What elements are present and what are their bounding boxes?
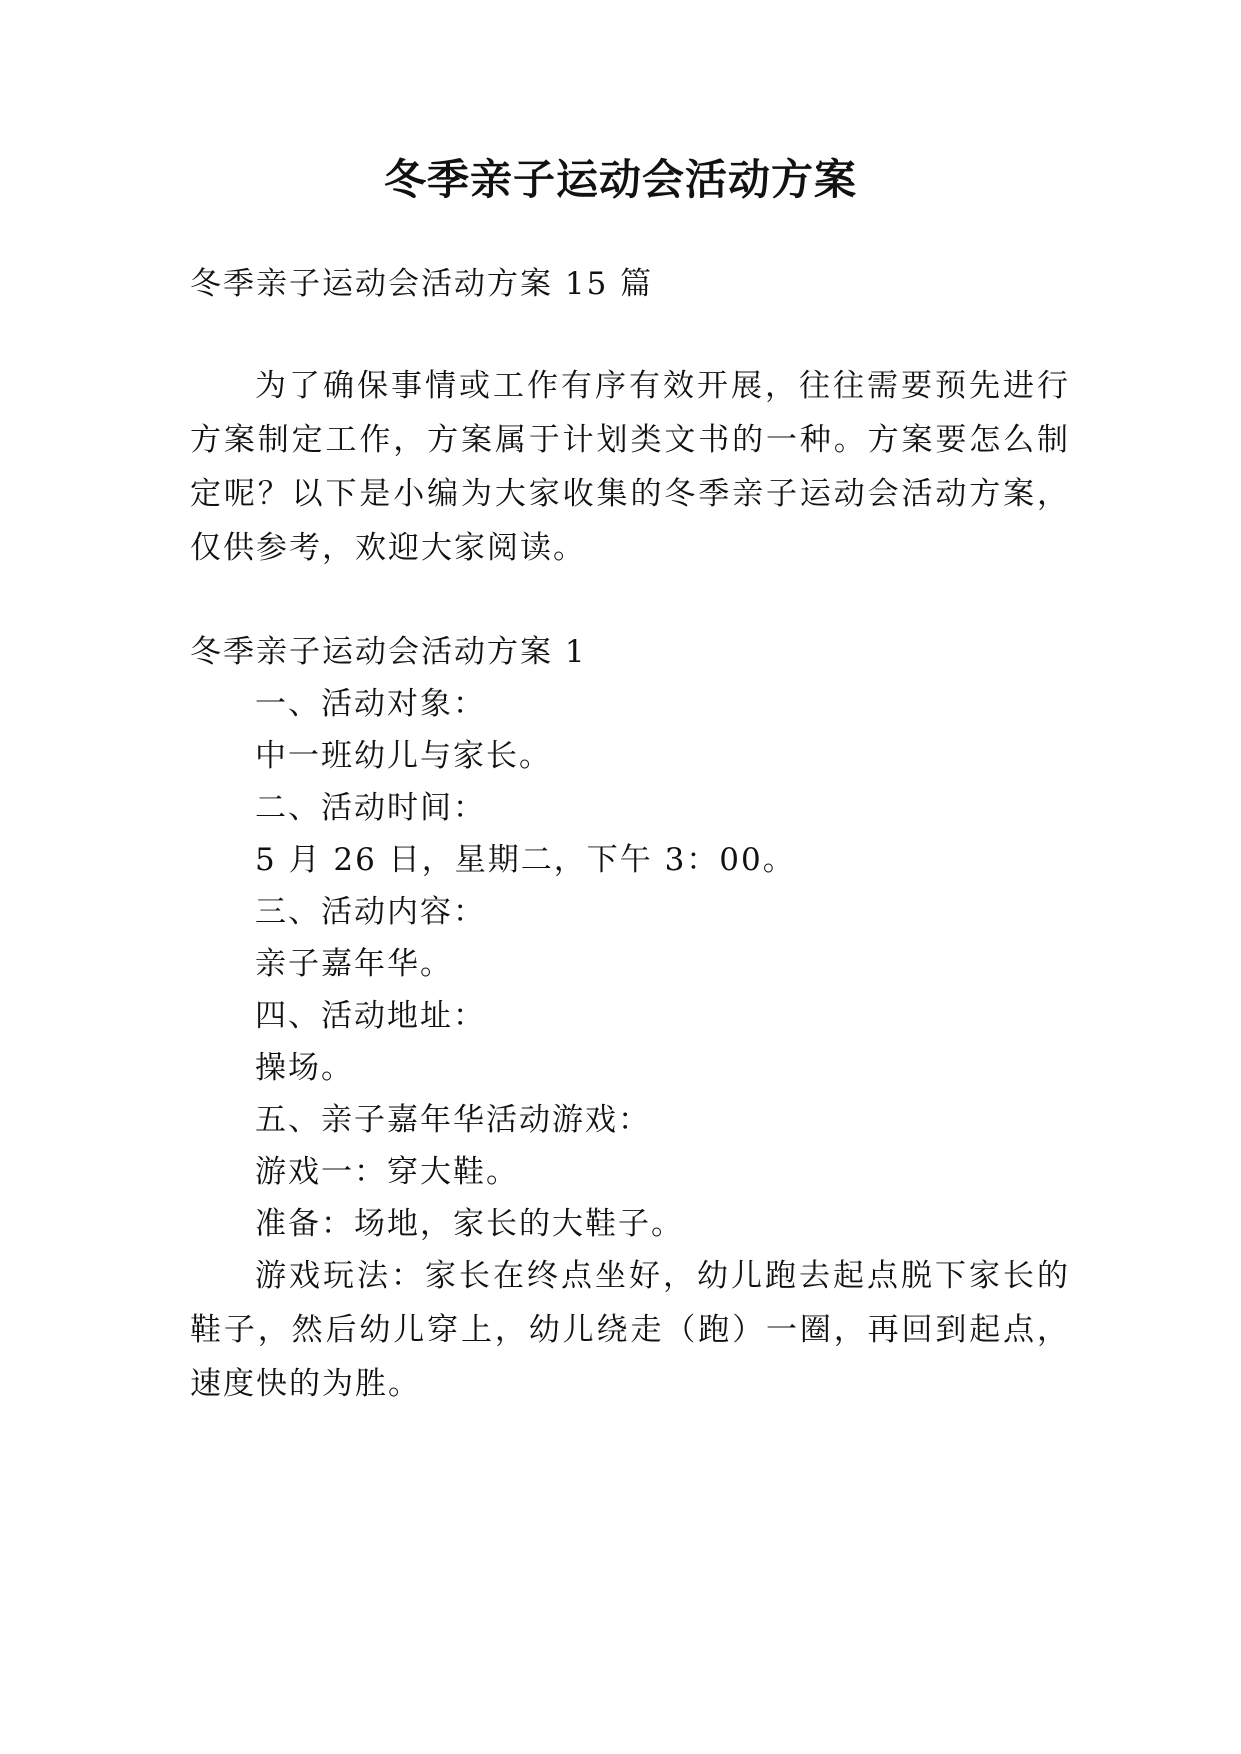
section-item: 一、活动对象： [255,686,486,722]
rules-line-1: 游戏玩法：家长在终点坐好，幼儿跑去起点脱下家长的 [255,1258,1070,1294]
intro-line-3: 定呢？以下是小编为大家收集的冬季亲子运动会活动方案， [190,476,1070,512]
intro-line-2: 方案制定工作，方案属于计划类文书的一种。方案要怎么制 [190,422,1070,458]
section-item: 准备：场地，家长的大鞋子。 [255,1206,684,1242]
section-item: 中一班幼儿与家长。 [255,738,552,774]
section-item: 操场。 [255,1050,354,1086]
intro-line-4: 仅供参考，欢迎大家阅读。 [190,530,586,566]
section-item: 四、活动地址： [255,998,486,1034]
section-item: 亲子嘉年华。 [255,946,453,982]
section-item: 三、活动内容： [255,894,486,930]
section-item: 二、活动时间： [255,790,486,826]
rules-line-2: 鞋子，然后幼儿穿上，幼儿绕走（跑）一圈，再回到起点， [190,1312,1070,1348]
document-title: 冬季亲子运动会活动方案 [383,155,857,204]
section-item: 五、亲子嘉年华活动游戏： [255,1102,651,1138]
section-item: 5 月 26 日，星期二，下午 3：00。 [255,842,796,878]
intro-line-1: 为了确保事情或工作有序有效开展，往往需要预先进行 [255,368,1070,404]
document-subtitle: 冬季亲子运动会活动方案 15 篇 [190,266,654,302]
section-item: 游戏一：穿大鞋。 [255,1154,519,1190]
rules-line-3: 速度快的为胜。 [190,1366,421,1402]
section-heading: 冬季亲子运动会活动方案 1 [190,634,587,670]
